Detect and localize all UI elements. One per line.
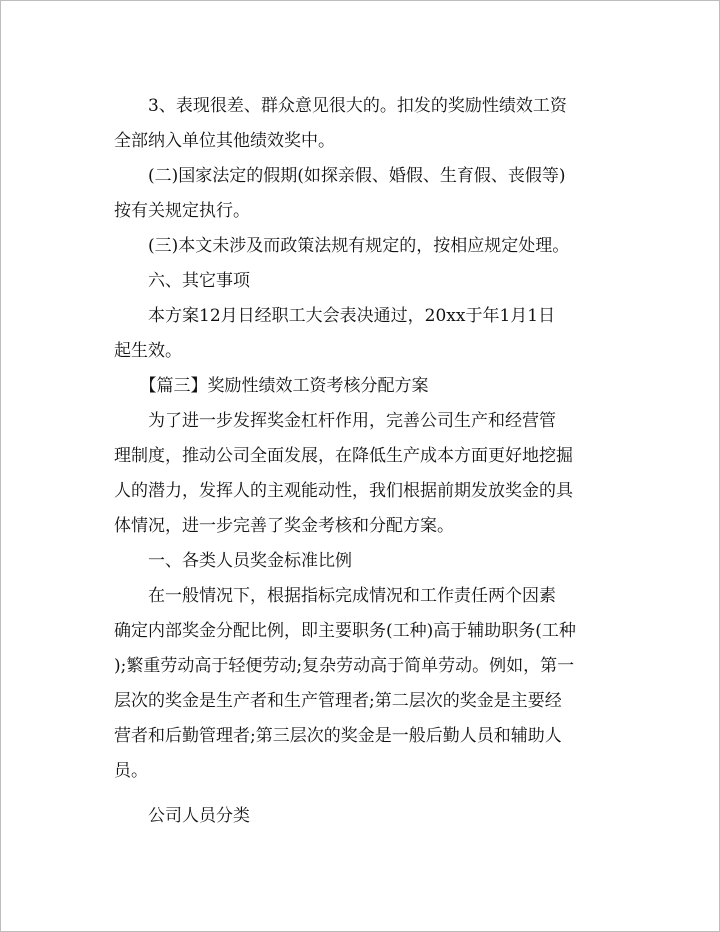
paragraph-line: 体情况，进一步完善了奖金考核和分配方案。 — [114, 516, 454, 536]
paragraph-gap — [114, 789, 614, 799]
paragraph-line: 理制度，推动公司全面发展，在降低生产成本方面更好地挖掘 — [114, 446, 573, 466]
paragraph-line: 层次的奖金是生产者和生产管理者;第二层次的奖金是主要经 — [114, 691, 562, 711]
paragraph-line: (三)本文未涉及而政策法规有规定的，按相应规定处理。 — [114, 236, 570, 256]
paragraph-line: 确定内部奖金分配比例，即主要职务(工种)高于辅助职务(工种 — [114, 621, 576, 641]
paragraph-line: 按有关规定执行。 — [114, 201, 250, 221]
paragraph-line: );繁重劳动高于轻便劳动;复杂劳动高于简单劳动。例如，第一 — [114, 656, 575, 676]
paragraph-line: 员。 — [114, 761, 148, 781]
paragraph-line: 全部纳入单位其他绩效奖中。 — [114, 131, 335, 151]
paragraph-line: (二)国家法定的假期(如探亲假、婚假、生育假、丧假等) — [114, 166, 566, 186]
paragraph-line: 在一般情况下，根据指标完成情况和工作责任两个因素 — [114, 586, 556, 606]
paragraph-line: 起生效。 — [114, 341, 182, 361]
paragraph-line: 为了进一步发挥奖金杠杆作用，完善公司生产和经营管 — [114, 411, 556, 431]
section-heading: 六、其它事项 — [114, 271, 250, 291]
subsection-heading: 公司人员分类 — [114, 806, 250, 826]
paragraph-line: 营者和后勤管理者;第三层次的奖金是一般后勤人员和辅助人 — [114, 726, 562, 746]
paragraph-line: 本方案12月日经职工大会表决通过，20xx于年1月1日 — [114, 306, 556, 326]
chapter-heading: 【篇三】奖励性绩效工资考核分配方案 — [114, 376, 429, 396]
paragraph-line: 人的潜力，发挥人的主观能动性，我们根据前期发放奖金的具 — [114, 481, 573, 501]
paragraph-line: 3、表现很差、群众意见很大的。扣发的奖励性绩效工资 — [114, 96, 567, 116]
document-body — [114, 89, 614, 834]
section-heading: 一、各类人员奖金标准比例 — [114, 551, 352, 571]
